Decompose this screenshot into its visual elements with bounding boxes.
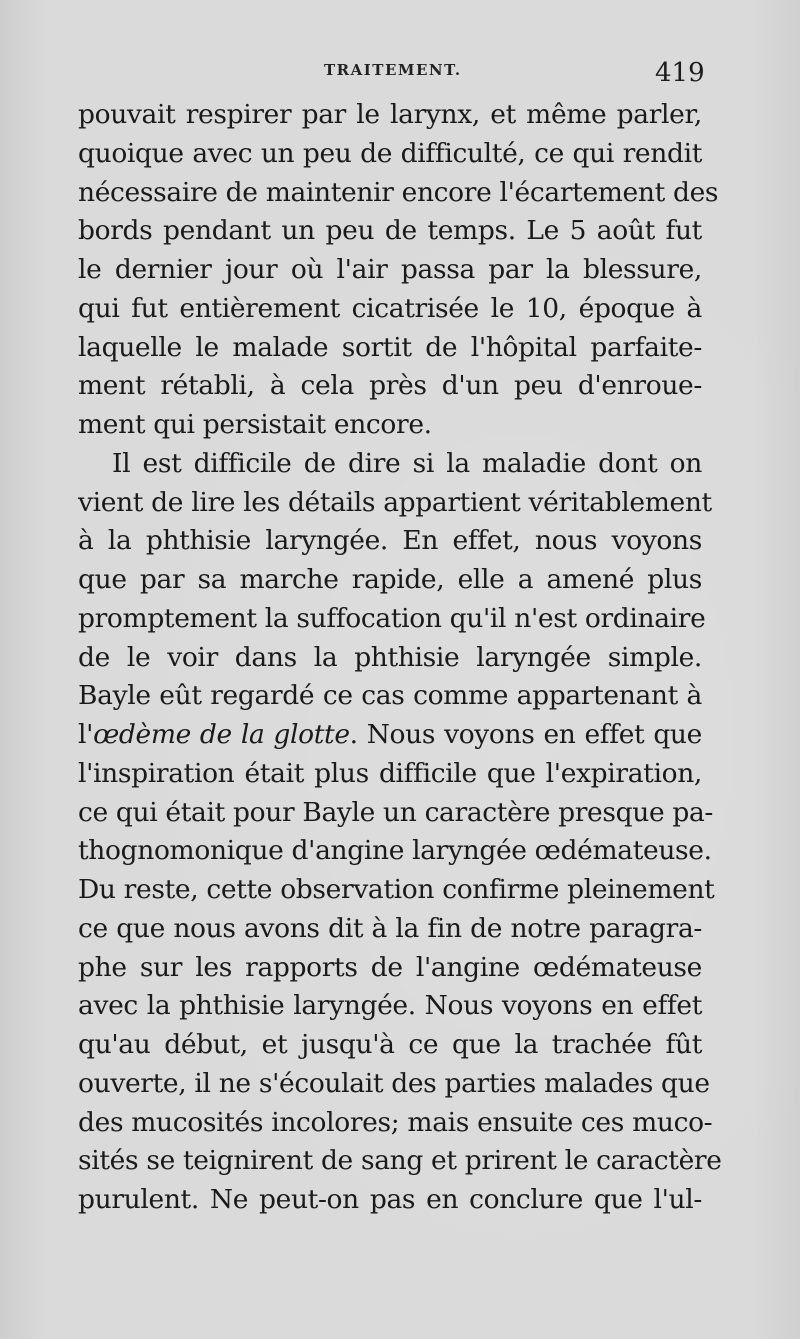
running-title: TRAITEMENT. [324, 61, 462, 79]
text-line: promptement la suffocation qu'il n'est ordinaire [78, 602, 706, 634]
line-prefix: l' [78, 719, 94, 750]
text-line: phe sur les rapports de l'angine œdémateuse [78, 951, 702, 983]
text-line: nécessaire de maintenir encore l'écartement des [78, 176, 719, 208]
text-line: pouvait respirer par le larynx, et même parler, [78, 99, 702, 130]
body-text [78, 96, 722, 1220]
text-line: Du reste, cette observation confirme pleinement [78, 874, 715, 905]
text-line: que par sa marche rapide, elle a amené plus [78, 564, 702, 595]
text-line: à la phthisie laryngée. En effet, nous voyons [78, 525, 702, 557]
page-number: 419 [655, 58, 705, 88]
text-line: Bayle eût regardé ce cas comme appartenant à [78, 680, 702, 712]
text-line: vient de lire les détails appartient véritablement [78, 486, 712, 518]
text-line: ce qui était pour Bayle un caractère presque pa- [78, 796, 714, 828]
text-line: des mucosités incolores; mais ensuite ces muco- [78, 1106, 713, 1138]
text-line: bords pendant un peu de temps. Le 5 août fut [78, 215, 702, 247]
text-line: quoique avec un peu de difficulté, ce qui rendit [78, 137, 702, 169]
text-line: ce que nous avons dit à la fin de notre paragra- [78, 912, 702, 944]
text-line: purulent. Ne peut-on pas en conclure que l'ul- [78, 1184, 702, 1215]
text-line: thognomonique d'angine laryngée œdémateuse. [78, 835, 712, 867]
text-line: qu'au début, et jusqu'à ce que la trachée fût [78, 1029, 702, 1060]
text-line: l'inspiration était plus difficile que l'expiration, [78, 757, 702, 789]
line-suffix: . Nous voyons en effet que [349, 719, 702, 750]
text-line: ouverte, il ne s'écoulait des parties malades que [78, 1067, 710, 1099]
text-line: sités se teignirent de sang et prirent le caractère [78, 1145, 722, 1177]
text-line: ment rétabli, à cela près d'un peu d'enroue- [78, 370, 702, 402]
text-line: avec la phthisie laryngée. Nous voyons en effet [78, 990, 702, 1022]
text-line: le dernier jour où l'air passa par la blessure, [78, 254, 702, 285]
text-line-with-italic [78, 716, 702, 755]
italic-term: œdème de la glotte [93, 719, 350, 750]
text-line: de le voir dans la phthisie laryngée simple. [78, 641, 702, 673]
paragraph-end-line: ment qui persistait encore. [78, 409, 432, 440]
text-line: laquelle le malade sortit de l'hôpital parfaite- [78, 331, 702, 363]
text-line: qui fut entièrement cicatrisée le 10, époque à [78, 292, 702, 324]
running-head [0, 58, 800, 88]
paragraph-start-line: Il est difficile de dire si la maladie dont on [112, 447, 702, 479]
